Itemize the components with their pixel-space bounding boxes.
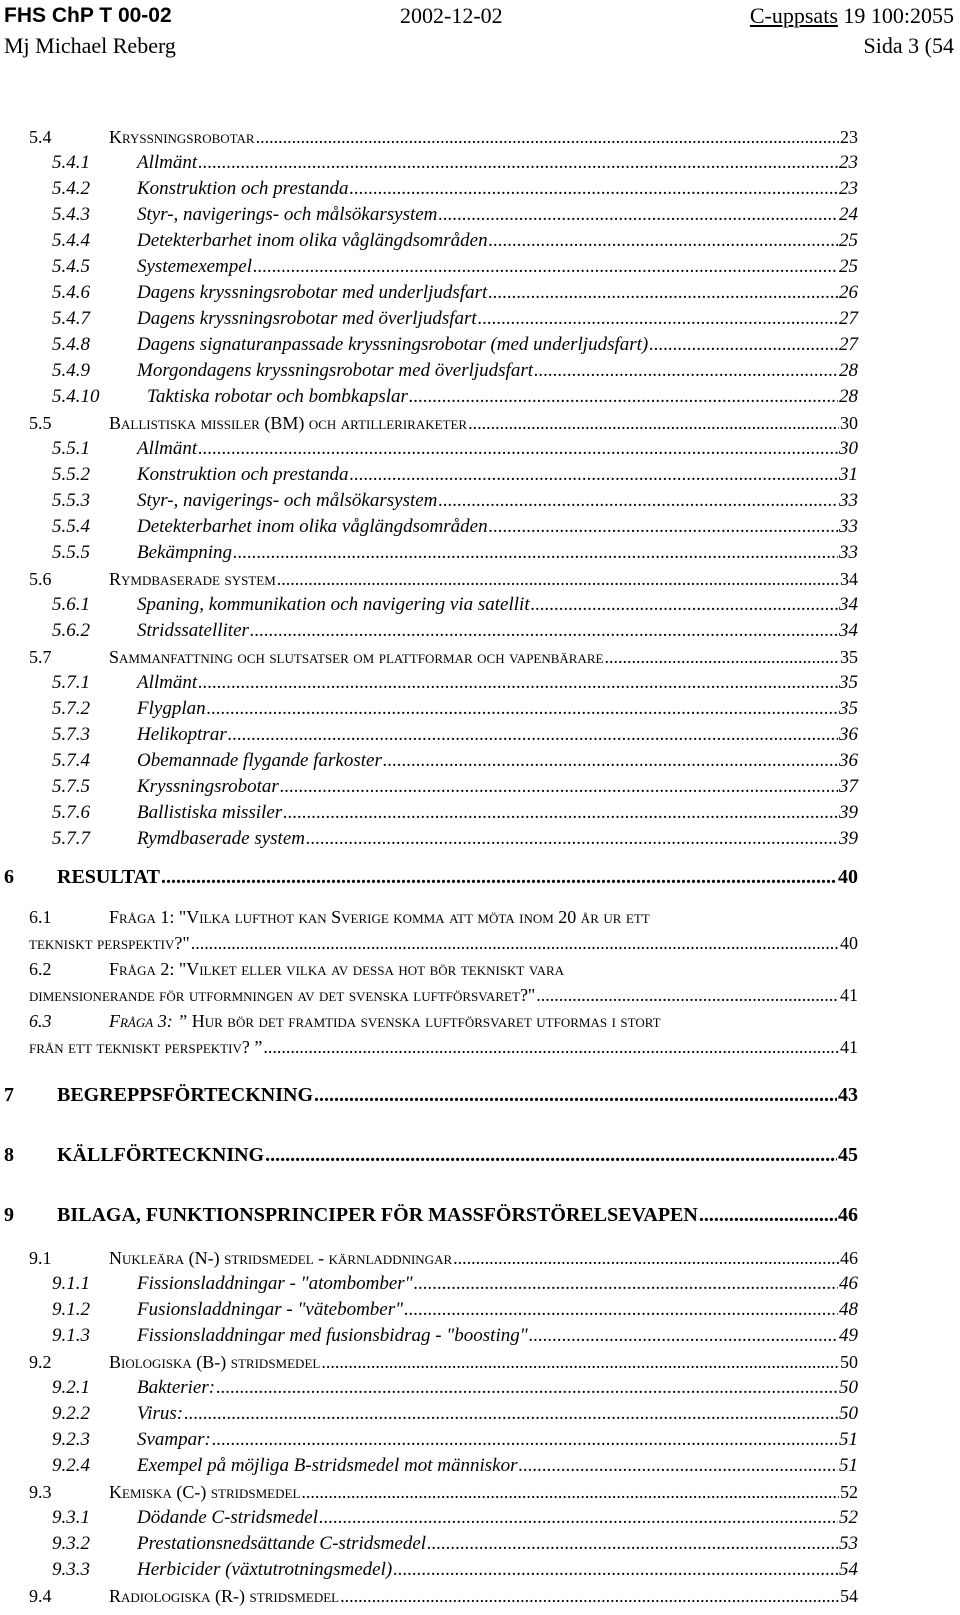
- toc-entry-subsection[interactable]: [0, 151, 960, 175]
- toc-title: RESULTAT: [57, 866, 161, 888]
- toc-entry-subsection[interactable]: [0, 801, 960, 825]
- toc-leader: [518, 1454, 838, 1478]
- toc-leader: [283, 801, 838, 825]
- toc-page: 33: [839, 490, 858, 511]
- toc-entry-section[interactable]: [0, 645, 960, 669]
- toc-page: 27: [839, 308, 858, 329]
- toc-number: 5.6: [29, 569, 52, 589]
- toc-title: Helikoptrar: [137, 724, 227, 745]
- toc-page: 25: [839, 256, 858, 277]
- toc-number: 5.7.7: [52, 828, 90, 849]
- toc-number: 9.3: [29, 1482, 52, 1502]
- toc-entry-subsection[interactable]: [0, 1532, 960, 1556]
- toc-entry-subsection[interactable]: [0, 255, 960, 279]
- toc-leader: [393, 1558, 838, 1582]
- toc-entry-subsection[interactable]: [0, 1298, 960, 1322]
- toc-page: 41: [840, 985, 858, 1005]
- toc-entry-subsection[interactable]: [0, 385, 960, 409]
- toc-entry-subsection[interactable]: [0, 515, 960, 539]
- toc-leader: [228, 723, 838, 747]
- toc-entry-chapter[interactable]: [0, 1203, 960, 1227]
- toc-title: Rymdbaserade system: [137, 828, 305, 849]
- toc-title: Konstruktion och prestanda: [137, 178, 349, 199]
- toc-title: Allmänt: [137, 438, 198, 459]
- document-date: 2002-12-02: [400, 3, 503, 28]
- toc-title: Obemannade flygande farkoster: [137, 750, 382, 771]
- toc-title: Taktiska robotar och bombkapslar: [147, 386, 408, 407]
- toc-title: Styr-, navigerings- och målsökarsystem: [137, 490, 438, 511]
- toc-leader: [409, 385, 838, 409]
- toc-entry-subsection[interactable]: [0, 1558, 960, 1582]
- toc-number: 5.7.4: [52, 750, 90, 771]
- toc-title-line-2: tekniskt perspektiv?": [29, 933, 190, 953]
- toc-page: 27: [839, 334, 858, 355]
- toc-title: Fissionsladdningar - "atombomber": [137, 1273, 413, 1294]
- toc-number: 6.3: [29, 1011, 52, 1031]
- toc-title: Kryssningsrobotar: [109, 127, 255, 147]
- toc-leader: [489, 515, 838, 539]
- toc-leader: [212, 1428, 838, 1452]
- toc-leader: [314, 1083, 837, 1107]
- toc-title-line-2: från ett tekniskt perspektiv? ”: [29, 1037, 263, 1057]
- toc-page: 26: [839, 282, 858, 303]
- toc-entry-subsection[interactable]: [0, 437, 960, 461]
- toc-title: Allmänt: [137, 672, 198, 693]
- toc-title: Nukleära (N-) stridsmedel - kärnladdningar: [109, 1248, 453, 1268]
- toc-title: Dagens signaturanpassade kryssningsrobotar (med underljudsfart): [137, 334, 649, 355]
- toc-page: 34: [839, 594, 858, 615]
- toc-page: 48: [839, 1299, 858, 1320]
- toc-leader: [604, 645, 839, 669]
- toc-number: 9.1.1: [52, 1273, 90, 1294]
- toc-page: 31: [839, 464, 858, 485]
- toc-entry-subsection[interactable]: [0, 1272, 960, 1296]
- toc-page: 33: [839, 542, 858, 563]
- toc-page: 34: [839, 620, 858, 641]
- toc-page: 54: [840, 1586, 858, 1606]
- toc-entry-subsection[interactable]: [0, 593, 960, 617]
- toc-title: Fissionsladdningar med fusionsbidrag - "boosting": [137, 1325, 528, 1346]
- toc-page: 52: [839, 1507, 858, 1528]
- toc-page: 30: [839, 438, 858, 459]
- toc-leader: [529, 1324, 838, 1348]
- toc-title-line-1: [109, 1008, 661, 1034]
- toc-number: 9.4: [29, 1586, 52, 1606]
- document-code: FHS ChP T 00-02: [4, 4, 172, 27]
- toc-entry-subsection[interactable]: [0, 463, 960, 487]
- toc-page: 40: [840, 933, 858, 953]
- toc-title: Biologiska (B-) stridsmedel: [109, 1352, 321, 1372]
- toc-title: Detekterbarhet inom olika våglängdsområden: [137, 230, 488, 251]
- toc-page: 23: [840, 127, 858, 147]
- toc-page: 45: [838, 1144, 858, 1166]
- toc-entry-subsection[interactable]: [0, 697, 960, 721]
- toc-number: 5.7: [29, 647, 52, 667]
- toc-number: 5.4.4: [52, 230, 90, 251]
- toc-entry-section-wrapped[interactable]: [0, 904, 960, 956]
- toc-page: 36: [839, 724, 858, 745]
- toc-number: 9.3.2: [52, 1533, 90, 1554]
- toc-title: Prestationsnedsättande C-stridsmedel: [137, 1533, 427, 1554]
- toc-number: 6.2: [29, 959, 52, 979]
- toc-number: 5.6.1: [52, 594, 90, 615]
- toc-leader: [468, 411, 839, 435]
- toc-leader: [198, 671, 838, 695]
- toc-page: 36: [839, 750, 858, 771]
- toc-page: 46: [838, 1204, 858, 1226]
- toc-leader: [438, 203, 838, 227]
- toc-page: 43: [838, 1084, 858, 1106]
- toc-number: 9: [4, 1204, 14, 1226]
- toc-title: Herbicider (växtutrotningsmedel): [137, 1559, 393, 1580]
- toc-number: 8: [4, 1144, 14, 1166]
- toc-leader: [253, 255, 838, 279]
- toc-leader: [256, 125, 839, 149]
- toc-entry-subsection[interactable]: [0, 1506, 960, 1530]
- toc-entry-section[interactable]: [0, 1246, 960, 1270]
- toc-title: KÄLLFÖRTECKNING: [57, 1144, 265, 1166]
- toc-title: Svampar:: [137, 1429, 211, 1450]
- toc-page: 46: [839, 1273, 858, 1294]
- toc-leader: [277, 567, 839, 591]
- toc-entry-chapter[interactable]: [0, 1083, 960, 1107]
- toc-leader: [198, 151, 838, 175]
- toc-number: 5.4.9: [52, 360, 90, 381]
- toc-number: 5.5.2: [52, 464, 90, 485]
- toc-title: Styr-, navigerings- och målsökarsystem: [137, 204, 438, 225]
- toc-entry-subsection[interactable]: [0, 827, 960, 851]
- toc-entry-subsection[interactable]: [0, 281, 960, 305]
- toc-title: Flygplan: [137, 698, 206, 719]
- toc-entry-subsection[interactable]: [0, 1324, 960, 1348]
- toc-title: BEGREPPSFÖRTECKNING: [57, 1084, 313, 1106]
- toc-title-line-2: dimensionerande för utformningen av det svenska luftförsvaret?": [29, 985, 536, 1005]
- toc-page: 39: [839, 828, 858, 849]
- toc-title: Bekämpning: [137, 542, 232, 563]
- toc-number: 9.2: [29, 1352, 52, 1372]
- toc-leader: [198, 437, 838, 461]
- toc-title: Kryssningsrobotar: [137, 776, 279, 797]
- toc-title: BILAGA, FUNKTIONSPRINCIPER FÖR MASSFÖRSTÖRELSEVAPEN: [57, 1204, 698, 1226]
- toc-entry-subsection[interactable]: [0, 541, 960, 565]
- toc-title-line-1: Fråga 1: "Vilka lufthot kan Sverige komma att möta inom 20 år ur ett: [109, 907, 650, 927]
- page-number-label: Sida 3 (54: [863, 33, 954, 58]
- toc-page: 35: [840, 647, 858, 667]
- toc-title: Morgondagens kryssningsrobotar med överljudsfart: [137, 360, 533, 381]
- toc-title: Spaning, kommunikation och navigering via satellit: [137, 594, 530, 615]
- toc-page: 46: [840, 1248, 858, 1268]
- toc-leader: [414, 1272, 838, 1296]
- toc-page: 50: [839, 1403, 858, 1424]
- toc-page: 50: [840, 1352, 858, 1372]
- toc-leader: [404, 1298, 838, 1322]
- toc-leader: [649, 333, 838, 357]
- toc-number: 9.1: [29, 1248, 52, 1268]
- toc-entry-subsection[interactable]: [0, 775, 960, 799]
- toc-leader: [301, 1480, 839, 1504]
- toc-number: 5.4.8: [52, 334, 90, 355]
- toc-leader: [340, 1584, 839, 1608]
- toc-number: 9.3.1: [52, 1507, 90, 1528]
- toc-leader: [699, 1203, 837, 1227]
- toc-number: 5.4.1: [52, 152, 90, 173]
- toc-entry-section-wrapped[interactable]: [0, 1008, 960, 1060]
- toc-title: Dödande C-stridsmedel: [137, 1507, 319, 1528]
- toc-number: 5.5.5: [52, 542, 90, 563]
- toc-title: Ballistiska missiler: [137, 802, 283, 823]
- toc-title-line-1: Fråga 2: "Vilket eller vilka av dessa hot bör tekniskt vara: [109, 959, 565, 979]
- toc-entry-subsection[interactable]: [0, 359, 960, 383]
- toc-leader: [263, 1034, 839, 1060]
- toc-leader: [488, 281, 838, 305]
- toc-number: 5.4.2: [52, 178, 90, 199]
- toc-number: 6.1: [29, 907, 52, 927]
- toc-leader: [233, 541, 838, 565]
- document-number: 19 100:2055: [843, 3, 954, 28]
- toc-title: Radiologiska (R-) stridsmedel: [109, 1586, 340, 1606]
- toc-leader: [184, 1402, 838, 1426]
- toc-number: 5.4: [29, 127, 52, 147]
- toc-number: 9.1.3: [52, 1325, 90, 1346]
- toc-entry-subsection[interactable]: [0, 307, 960, 331]
- toc-page: 28: [839, 360, 858, 381]
- toc-leader: [427, 1532, 838, 1556]
- toc-title-line-1-italic: Fråga 3: ”: [109, 1011, 188, 1031]
- toc-title: Dagens kryssningsrobotar med underljudsfart: [137, 282, 488, 303]
- toc-number: 5.5.3: [52, 490, 90, 511]
- toc-number: 5.5.4: [52, 516, 90, 537]
- toc-number: 9.2.1: [52, 1377, 90, 1398]
- toc-leader: [265, 1143, 837, 1167]
- toc-entry-subsection[interactable]: [0, 723, 960, 747]
- toc-number: 7: [4, 1084, 14, 1106]
- document-type: C-uppsats: [749, 3, 838, 28]
- toc-entry-subsection[interactable]: [0, 1428, 960, 1452]
- toc-leader: [321, 1350, 839, 1374]
- toc-leader: [319, 1506, 838, 1530]
- toc-title: Kemiska (C-) stridsmedel: [109, 1482, 301, 1502]
- toc-leader: [349, 177, 838, 201]
- toc-leader: [161, 865, 837, 889]
- toc-title: Rymdbaserade system: [109, 569, 276, 589]
- toc-page: 54: [839, 1559, 858, 1580]
- toc-page: 37: [839, 776, 858, 797]
- toc-leader: [383, 749, 838, 773]
- toc-leader: [349, 463, 838, 487]
- toc-page: 30: [840, 413, 858, 433]
- toc-entry-subsection[interactable]: [0, 749, 960, 773]
- toc-entry-section[interactable]: [0, 1584, 960, 1608]
- toc-entry-subsection[interactable]: [0, 333, 960, 357]
- toc-number: 5.7.5: [52, 776, 90, 797]
- toc-page: 34: [840, 569, 858, 589]
- toc-leader: [207, 697, 838, 721]
- toc-number: 5.5: [29, 413, 52, 433]
- toc-leader: [191, 930, 839, 956]
- toc-number: 5.6.2: [52, 620, 90, 641]
- toc-title-line-1-rest: Hur bör det framtida svenska luftförsvaret utformas i stort: [187, 1011, 661, 1031]
- toc-entry-chapter[interactable]: [0, 1143, 960, 1167]
- toc-page: 28: [839, 386, 858, 407]
- toc-entry-chapter[interactable]: [0, 865, 960, 889]
- toc-title: Ballistiska missiler (BM) och artilleriraketer: [109, 413, 468, 433]
- toc-number: 5.7.3: [52, 724, 90, 745]
- toc-number: 5.4.3: [52, 204, 90, 225]
- toc-page: 49: [839, 1325, 858, 1346]
- toc-title: Detekterbarhet inom olika våglängdsområden: [137, 516, 488, 537]
- document-type-group: [750, 3, 954, 29]
- toc-number: 5.4.7: [52, 308, 90, 329]
- toc-entry-subsection[interactable]: [0, 619, 960, 643]
- toc-page: 35: [839, 698, 858, 719]
- toc-leader: [536, 982, 839, 1008]
- toc-entry-subsection[interactable]: [0, 671, 960, 695]
- author-name: Mj Michael Reberg: [4, 33, 176, 58]
- toc-number: 9.3.3: [52, 1559, 90, 1580]
- toc-number: 5.7.2: [52, 698, 90, 719]
- toc-page: 52: [840, 1482, 858, 1502]
- toc-page: 23: [839, 152, 858, 173]
- toc-entry-subsection[interactable]: [0, 229, 960, 253]
- toc-leader: [216, 1376, 838, 1400]
- toc-leader: [534, 359, 838, 383]
- toc-entry-section[interactable]: [0, 125, 960, 149]
- toc-title: Bakterier:: [137, 1377, 216, 1398]
- toc-number: 5.7.1: [52, 672, 90, 693]
- toc-number: 5.5.1: [52, 438, 90, 459]
- toc-entry-section[interactable]: [0, 567, 960, 591]
- toc-title: Konstruktion och prestanda: [137, 464, 349, 485]
- toc-page: 23: [839, 178, 858, 199]
- toc-title: Exempel på möjliga B-stridsmedel mot människor: [137, 1455, 518, 1476]
- toc-entry-subsection[interactable]: [0, 203, 960, 227]
- toc-page: 51: [839, 1429, 858, 1450]
- toc-title: Sammanfattning och slutsatser om plattformar och vapenbärare: [109, 647, 604, 667]
- toc-page: 39: [839, 802, 858, 823]
- toc-title: Systemexempel: [137, 256, 252, 277]
- toc-entry-section[interactable]: [0, 411, 960, 435]
- toc-entry-subsection[interactable]: [0, 1376, 960, 1400]
- toc-entry-subsection[interactable]: [0, 489, 960, 513]
- toc-leader: [438, 489, 838, 513]
- toc-number: 5.4.10: [52, 386, 100, 407]
- toc-entry-subsection[interactable]: [0, 1402, 960, 1426]
- toc-entry-section[interactable]: [0, 1480, 960, 1504]
- toc-number: 9.2.4: [52, 1455, 90, 1476]
- toc-entry-section[interactable]: [0, 1350, 960, 1374]
- toc-page: 33: [839, 516, 858, 537]
- toc-leader: [280, 775, 838, 799]
- page-header: [0, 0, 960, 70]
- toc-page: 50: [839, 1377, 858, 1398]
- toc-entry-subsection[interactable]: [0, 1454, 960, 1478]
- toc-leader: [531, 593, 838, 617]
- toc-title: Fusionsladdningar - "vätebomber": [137, 1299, 404, 1320]
- toc-leader: [489, 229, 838, 253]
- toc-number: 9.1.2: [52, 1299, 90, 1320]
- toc-page: 35: [839, 672, 858, 693]
- toc-number: 5.4.5: [52, 256, 90, 277]
- toc-number: 5.7.6: [52, 802, 90, 823]
- toc-number: 6: [4, 866, 14, 888]
- toc-number: 9.2.2: [52, 1403, 90, 1424]
- toc-page: 40: [838, 866, 858, 888]
- toc-number: 9.2.3: [52, 1429, 90, 1450]
- toc-title: Dagens kryssningsrobotar med överljudsfart: [137, 308, 477, 329]
- toc-page: 25: [839, 230, 858, 251]
- toc-entry-section-wrapped[interactable]: [0, 956, 960, 1008]
- toc-title: Stridssatelliter: [137, 620, 249, 641]
- toc-title: Virus:: [137, 1403, 184, 1424]
- toc-page: 51: [839, 1455, 858, 1476]
- toc-entry-subsection[interactable]: [0, 177, 960, 201]
- toc-page: 24: [839, 204, 858, 225]
- toc-number: 5.4.6: [52, 282, 90, 303]
- toc-leader: [478, 307, 838, 331]
- toc-leader: [306, 827, 838, 851]
- toc-page: 53: [839, 1533, 858, 1554]
- toc-page: 41: [840, 1037, 858, 1057]
- toc-leader: [453, 1246, 839, 1270]
- toc-leader: [250, 619, 838, 643]
- toc-title: Allmänt: [137, 152, 198, 173]
